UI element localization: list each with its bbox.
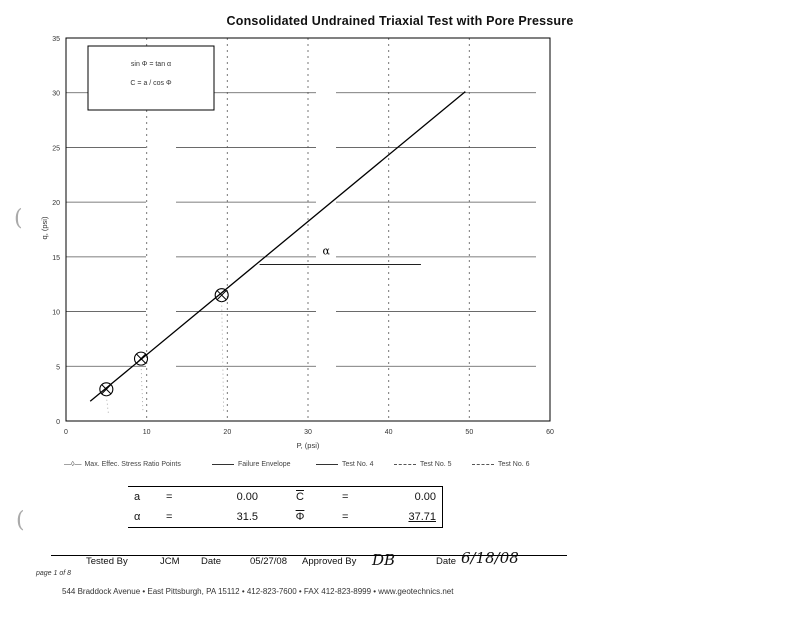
- legend-item-test6: Test No. 6: [472, 461, 530, 468]
- stress-path-trail: [222, 302, 224, 413]
- a-symbol: a: [134, 491, 141, 503]
- y-tick-label: 0: [56, 419, 60, 426]
- tested-by-value: JCM: [160, 556, 180, 567]
- x-tick-label: 60: [546, 429, 554, 436]
- signature-line: [51, 555, 567, 556]
- a-equals: =: [166, 491, 173, 503]
- stress-point: [215, 289, 228, 413]
- phi-symbol: $\overline{\Phi}$: [295, 511, 305, 523]
- c-value: 0.00: [414, 491, 436, 503]
- y-axis-label: q, (psi): [40, 216, 49, 240]
- stress-path-trail: [141, 365, 143, 413]
- y-tick-label: 5: [56, 364, 60, 372]
- alpha-equals: =: [166, 511, 173, 523]
- formula-box: [88, 46, 214, 110]
- x-tick-label: 10: [142, 429, 151, 436]
- x-tick-label: 0: [64, 429, 68, 436]
- approved-by-label: Approved By: [302, 556, 357, 567]
- y-tick-label: 15: [52, 254, 60, 262]
- alpha-label: α: [322, 244, 330, 258]
- phi-value: 37.71: [408, 511, 436, 523]
- company-address: 544 Braddock Avenue • East Pittsburgh, PA 15112 • 412-823-7600 • FAX 412-823-8999 • www.geotechnics.net: [62, 587, 454, 596]
- stress-point: [135, 352, 148, 413]
- date2-handwritten: 6/18/08: [461, 549, 519, 567]
- legend-item-test4: Test No. 4: [316, 461, 374, 468]
- y-tick-label: 25: [52, 145, 60, 153]
- x-tick-label: 30: [304, 429, 312, 436]
- parameter-table: [128, 486, 443, 528]
- phi-equals: =: [342, 511, 349, 523]
- legend-item-test5: Test No. 5: [394, 461, 452, 468]
- chart-title: Consolidated Undrained Triaxial Test with Pore Pressure: [226, 14, 574, 28]
- y-tick-label: 20: [52, 200, 60, 208]
- parameter-row: [128, 487, 443, 508]
- binder-mark-icon: (: [16, 508, 25, 533]
- stress-points: [100, 289, 228, 413]
- c-equals: =: [342, 491, 349, 503]
- alpha-annotation: [260, 245, 421, 265]
- formula-line-1: sin Φ = tan α: [130, 61, 172, 68]
- legend-item-points: —◊— Max. Effec. Stress Ratio Points: [64, 461, 181, 468]
- x-tick-label: 20: [223, 429, 232, 436]
- approved-by-signature: DB: [372, 551, 396, 569]
- date-value: 05/27/08: [250, 556, 287, 567]
- a-value: 0.00: [236, 491, 258, 503]
- date2-label: Date: [436, 556, 457, 567]
- formula-line-2: C = a / cos Φ: [130, 80, 172, 87]
- c-symbol: $\overline{C}$: [296, 491, 304, 503]
- page-number: page 1 of 8: [36, 570, 72, 577]
- parameter-row: [128, 507, 443, 528]
- y-tick-label: 35: [52, 36, 60, 43]
- stress-path-trail: [106, 396, 108, 413]
- x-tick-label: 50: [465, 429, 474, 436]
- x-tick-label: 40: [384, 429, 393, 436]
- date-label: Date: [201, 556, 222, 567]
- alpha-symbol: α: [134, 511, 141, 523]
- y-tick-label: 30: [52, 90, 60, 98]
- binder-mark-icon: (: [14, 206, 23, 231]
- x-axis-label: P, (psi): [296, 441, 320, 450]
- legend-item-envelope: Failure Envelope: [212, 461, 291, 468]
- tested-by-label: Tested By: [86, 556, 128, 567]
- y-tick-label: 10: [52, 309, 60, 317]
- alpha-value: 31.5: [236, 511, 258, 523]
